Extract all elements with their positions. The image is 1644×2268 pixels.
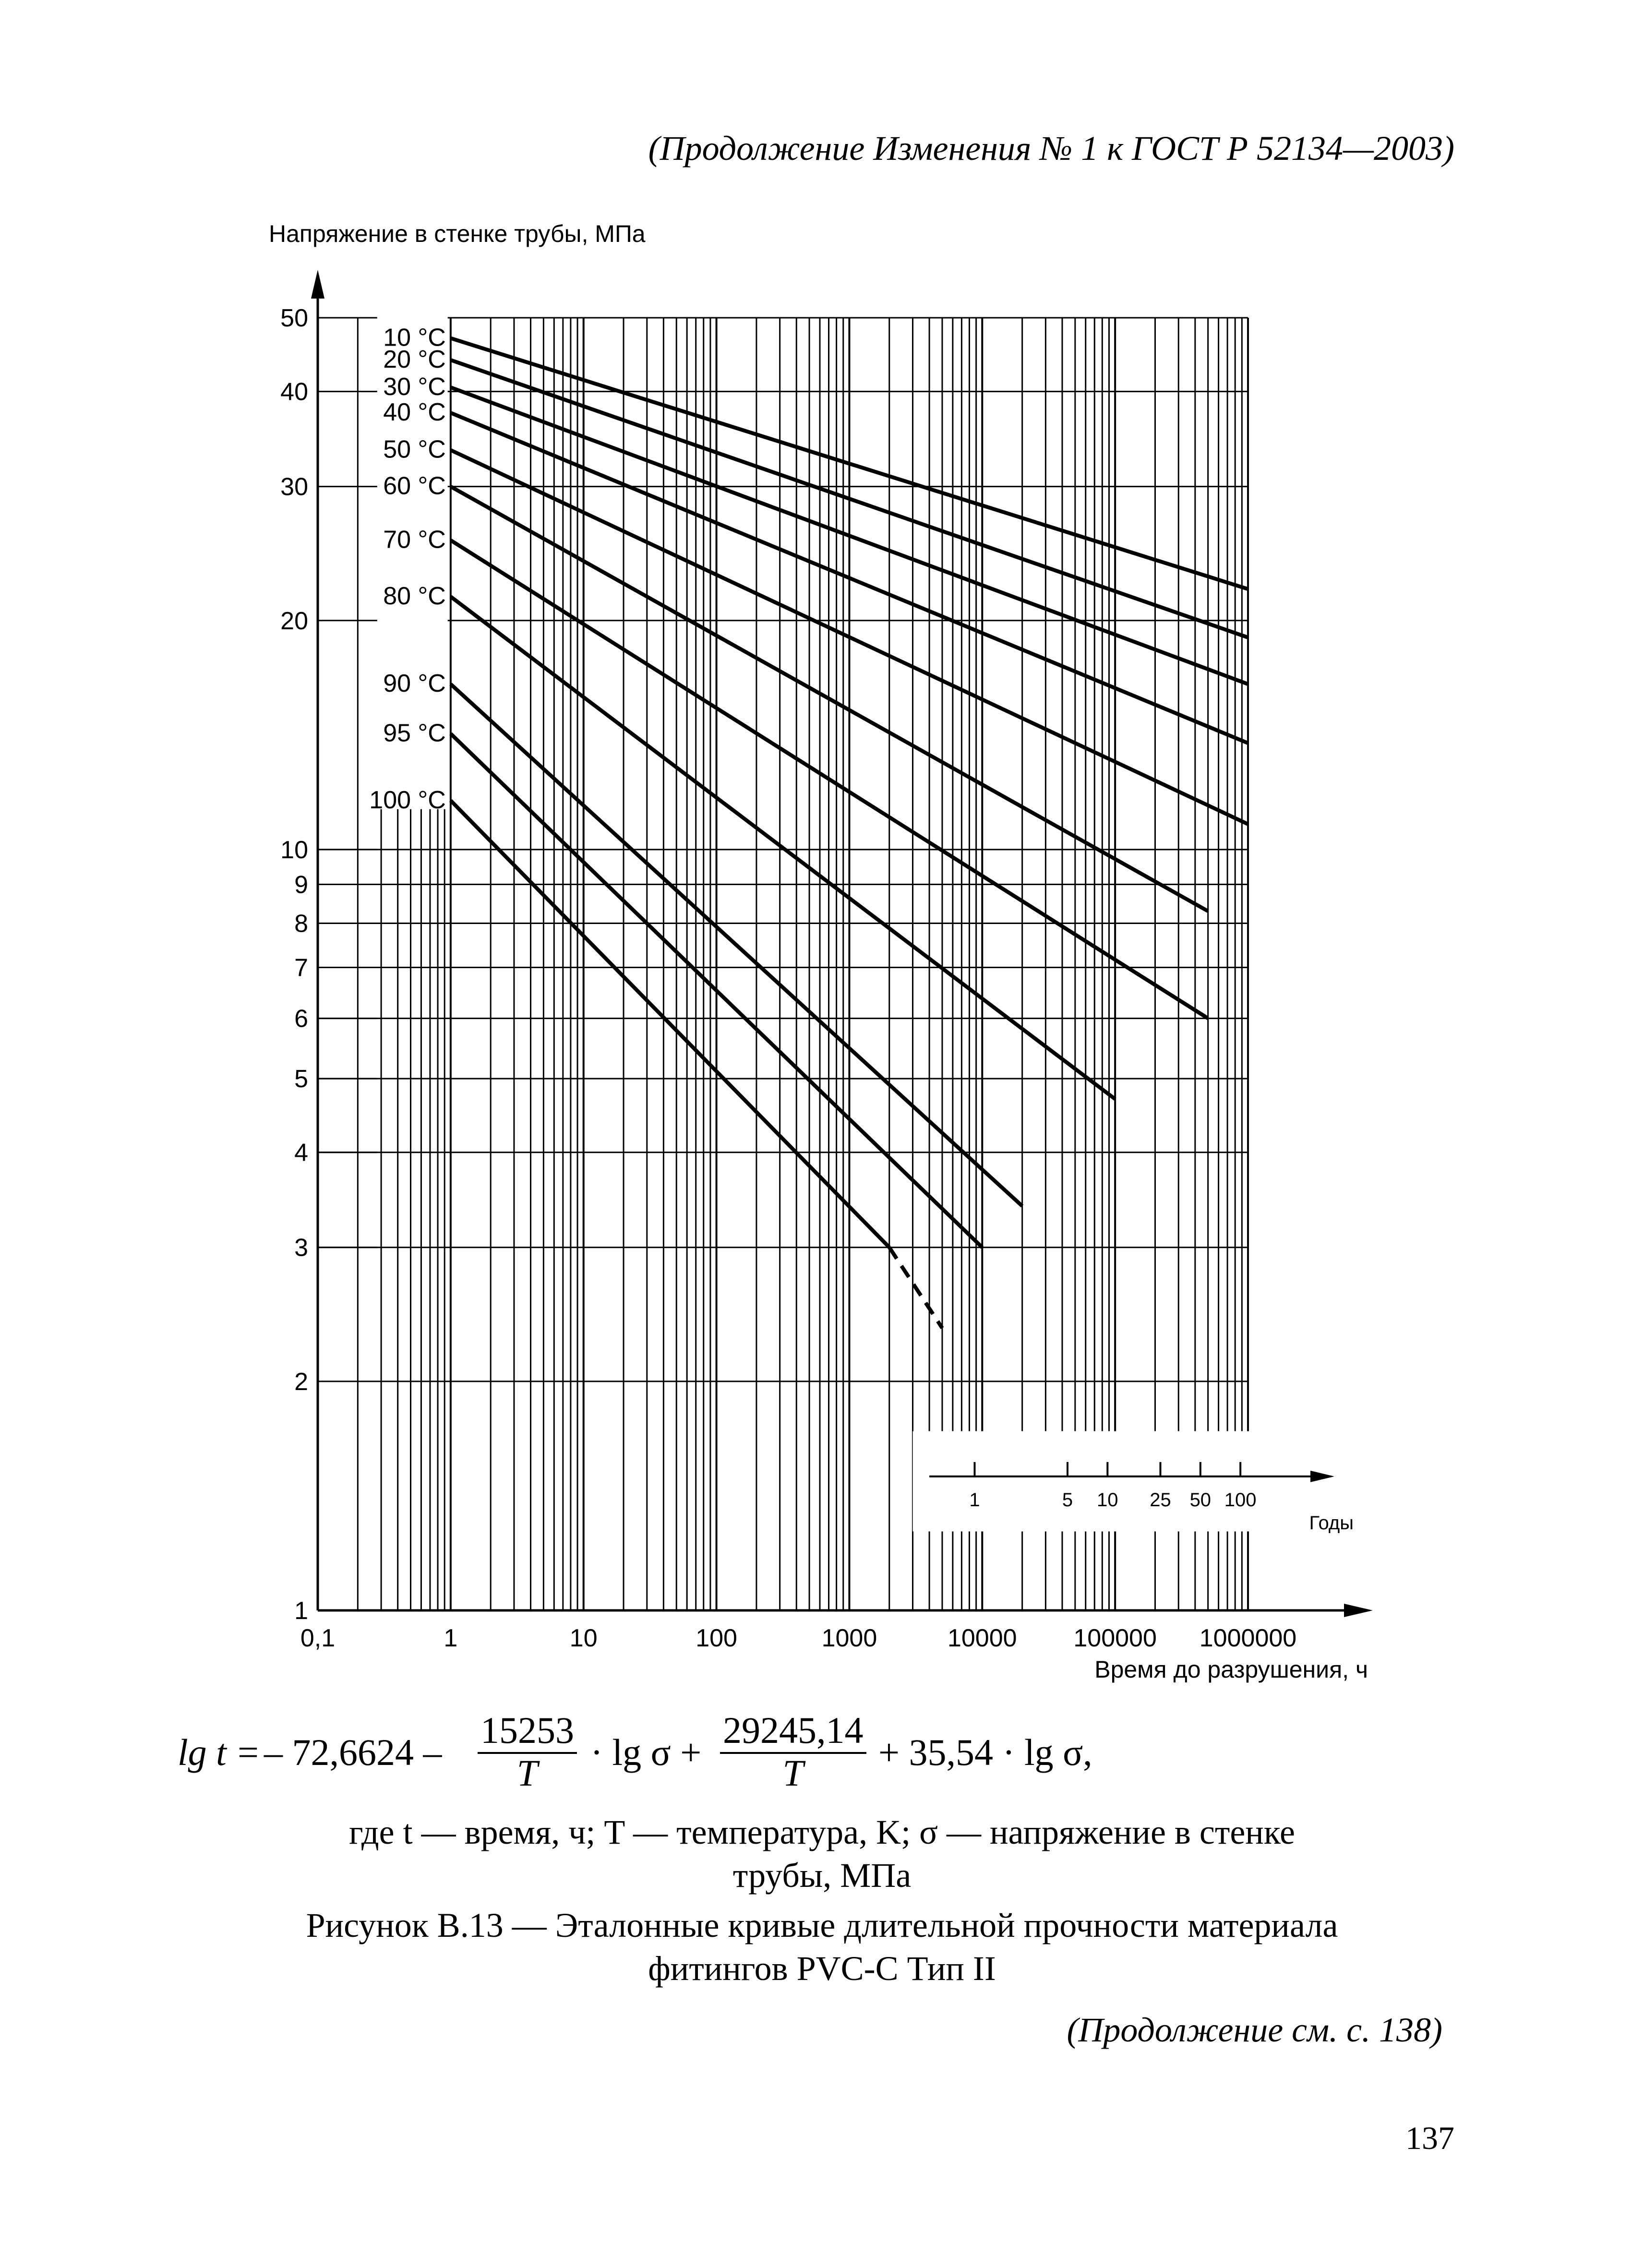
years-tick-label: 50: [1189, 1489, 1212, 1511]
series-label: 20 °C: [383, 345, 446, 373]
fraction-2-denominator: T: [782, 1752, 804, 1794]
formula-legend-line-2: трубы, МПа: [732, 1856, 912, 1895]
series-label: 100 °C: [369, 786, 446, 814]
y-tick-label: 2: [294, 1368, 308, 1396]
series-labels: [369, 324, 446, 814]
series-label: 90 °C: [383, 670, 446, 698]
formula-fraction-1: [478, 1709, 577, 1792]
series-label: 60 °C: [383, 472, 446, 500]
x-tick-label: 1000: [821, 1624, 877, 1652]
y-tick-label: 7: [294, 954, 308, 982]
x-tick-label: 10: [569, 1624, 598, 1652]
series-line: [451, 684, 1022, 1206]
y-tick-label: 40: [280, 378, 308, 406]
y-tick-label: 5: [294, 1065, 308, 1093]
continued-note: (Продолжение см. с. 138): [1067, 2011, 1442, 2049]
y-tick-labels: [280, 304, 308, 1625]
series-label: 50 °C: [383, 435, 446, 464]
years-axis: [913, 1431, 1354, 1534]
x-tick-label: 100: [696, 1624, 737, 1652]
formula-lhs: lg t: [178, 1731, 227, 1773]
figure-caption-line-2: фитингов PVC-C Тип II: [648, 1949, 996, 1988]
y-tick-label: 9: [294, 871, 308, 899]
years-tick-label: 1: [969, 1489, 980, 1511]
series-label: 70 °C: [383, 526, 446, 554]
y-tick-label: 50: [280, 304, 308, 332]
chart-axes: [311, 270, 1373, 1617]
page-header: (Продолжение Изменения № 1 к ГОСТ Р 52134—2003): [648, 129, 1454, 168]
y-axis-label: Напряжение в стенке трубы, МПа: [269, 220, 646, 247]
fraction-1-denominator: T: [516, 1752, 538, 1794]
formula-eq: =: [238, 1731, 259, 1773]
x-axis-arrow: [1344, 1604, 1373, 1617]
series-label: 10 °C: [383, 324, 446, 352]
formula-term3: + 35,54 · lg σ,: [878, 1731, 1092, 1773]
figure-caption-line-1: Рисунок В.13 — Эталонные кривые длительной прочности материала: [306, 1906, 1338, 1944]
years-tick-label: 10: [1097, 1489, 1118, 1511]
years-tick-label: 5: [1062, 1489, 1073, 1511]
formula-fraction-2: [720, 1709, 866, 1792]
y-tick-label: 3: [294, 1234, 308, 1262]
page-number: 137: [1405, 2120, 1454, 2156]
x-axis-label: Время до разрушения, ч: [1094, 1656, 1368, 1683]
y-tick-label: 4: [294, 1139, 308, 1167]
x-tick-label: 100000: [1073, 1624, 1157, 1652]
formula-term2: · lg σ +: [590, 1731, 702, 1773]
y-axis-arrow: [311, 270, 324, 299]
fraction-2-numerator: 29245,14: [720, 1709, 866, 1754]
formula-term1: – 72,6624 –: [264, 1731, 442, 1773]
years-tick-label: 25: [1150, 1489, 1171, 1511]
years-tick-label: 100: [1224, 1489, 1257, 1511]
years-axis-background: [913, 1431, 1250, 1532]
x-tick-label: 1000000: [1199, 1624, 1297, 1652]
formula-legend-line-1: где t — время, ч; T — температура, K; σ — напряжение в стенке: [349, 1813, 1295, 1851]
x-tick-label: 10000: [947, 1624, 1017, 1652]
years-axis-label: Годы: [1309, 1512, 1354, 1534]
y-tick-label: 6: [294, 1005, 308, 1033]
years-axis-arrow: [1310, 1471, 1334, 1482]
fraction-1-numerator: 15253: [478, 1709, 577, 1754]
y-tick-label: 30: [280, 473, 308, 501]
series-label: 80 °C: [383, 582, 446, 610]
x-tick-label: 1: [444, 1624, 458, 1652]
y-tick-label: 20: [280, 607, 308, 635]
series-label: 95 °C: [383, 719, 446, 747]
series-label: 30 °C: [383, 373, 446, 401]
formula: [178, 1709, 1474, 1805]
series-label: 40 °C: [383, 398, 446, 427]
series-line-dashed: [889, 1248, 942, 1328]
y-tick-label: 8: [294, 910, 308, 938]
x-tick-labels: [300, 1624, 1296, 1652]
y-tick-label: 1: [294, 1597, 308, 1625]
y-tick-label: 10: [280, 836, 308, 864]
x-tick-label: 0,1: [300, 1624, 336, 1652]
